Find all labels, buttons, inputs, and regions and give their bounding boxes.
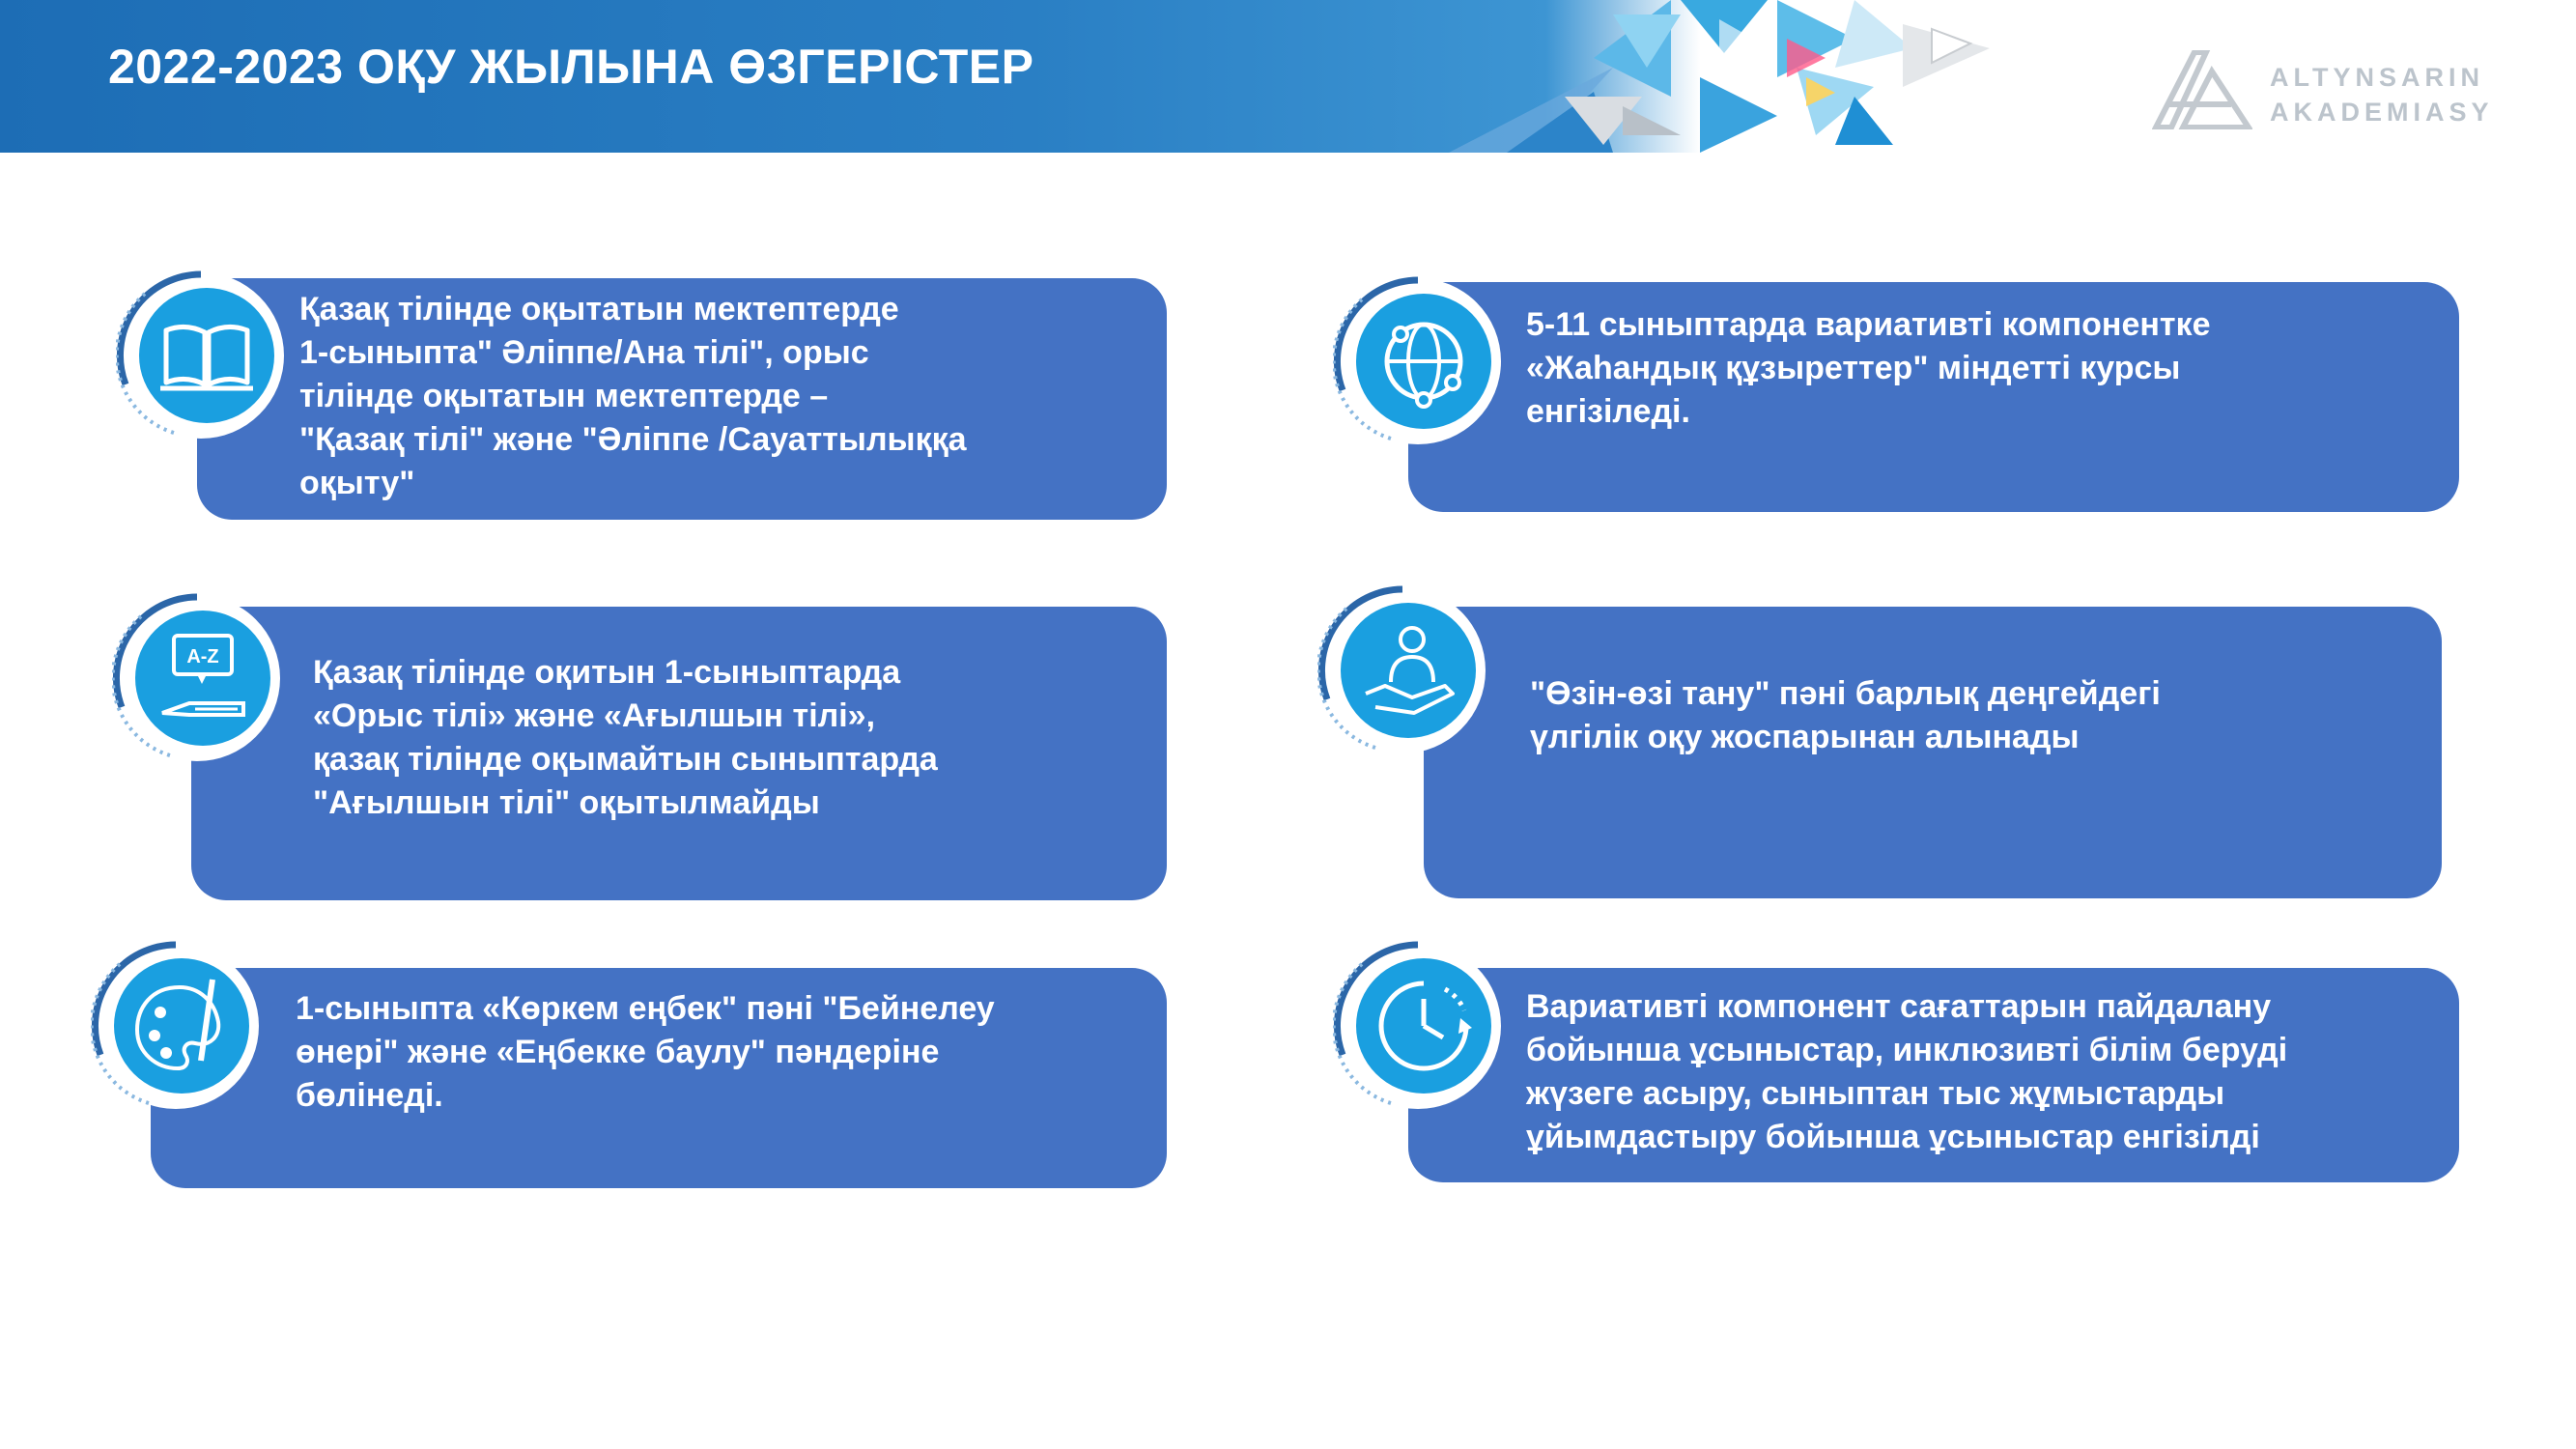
info-card-3 <box>191 607 1167 900</box>
info-card-2 <box>1408 282 2459 512</box>
card-text: "Өзін-өзі тану" пәні барлық деңгейдегі үлгілік оқу жоспарынан алынады <box>1530 675 2161 755</box>
info-card-5 <box>151 968 1167 1188</box>
info-card-6 <box>1408 968 2459 1182</box>
open-book-icon <box>116 270 286 440</box>
logo-mark-icon <box>2152 50 2252 129</box>
card-text: Қазақ тілінде оқытатын мектептерде 1-сыныпта" Әліппе/Ана тілі", орыс тілінде оқытатын мектептерде – "Қазақ тілі" және "Әліппе /Сауаттылыққа оқыту" <box>299 291 967 501</box>
info-card-4 <box>1424 607 2442 898</box>
card-text: 1-сыныпта «Көркем еңбек" пәні "Бейнелеу өнері" және «Еңбекке баулу" пәндеріне бөлінеді. <box>296 990 995 1114</box>
card-text: 5-11 сыныптарда вариативті компонентке «Жаһандық құзыреттер" міндетті курсы енгізіледі. <box>1526 306 2211 430</box>
info-card-1 <box>197 278 1167 520</box>
card-text: Қазақ тілінде оқитын 1-сыныптарда «Орыс тілі» және «Ағылшын тілі», қазақ тілінде оқымайтын сыныптарда "Ағылшын тілі" оқытылмайды <box>313 654 938 821</box>
altynsarin-logo <box>2152 50 2500 129</box>
logo-line-1: ALTYNSARIN <box>2270 63 2484 92</box>
card-text: Вариативті компонент сағаттарын пайдалану бойынша ұсыныстар, инклюзивті білім беруді жүзеге асыру, сыныптан тыс жұмыстарды ұйымдастыру бойынша ұсыныстар енгізілді <box>1526 988 2288 1155</box>
logo-line-2: AKADEMIASY <box>2270 98 2494 127</box>
logo-text <box>2270 60 2494 129</box>
page-title: 2022-2023 ОҚУ ЖЫЛЫНА ӨЗГЕРІСТЕР <box>108 40 1034 94</box>
svg-text:A-Z: A-Z <box>186 646 219 668</box>
globe-network-icon <box>1333 276 1503 446</box>
person-in-hand-icon <box>1317 585 1487 755</box>
translation-icon <box>112 593 282 763</box>
decorative-triangles <box>1449 0 2048 155</box>
clock-icon <box>1333 941 1503 1111</box>
palette-icon <box>91 941 261 1111</box>
